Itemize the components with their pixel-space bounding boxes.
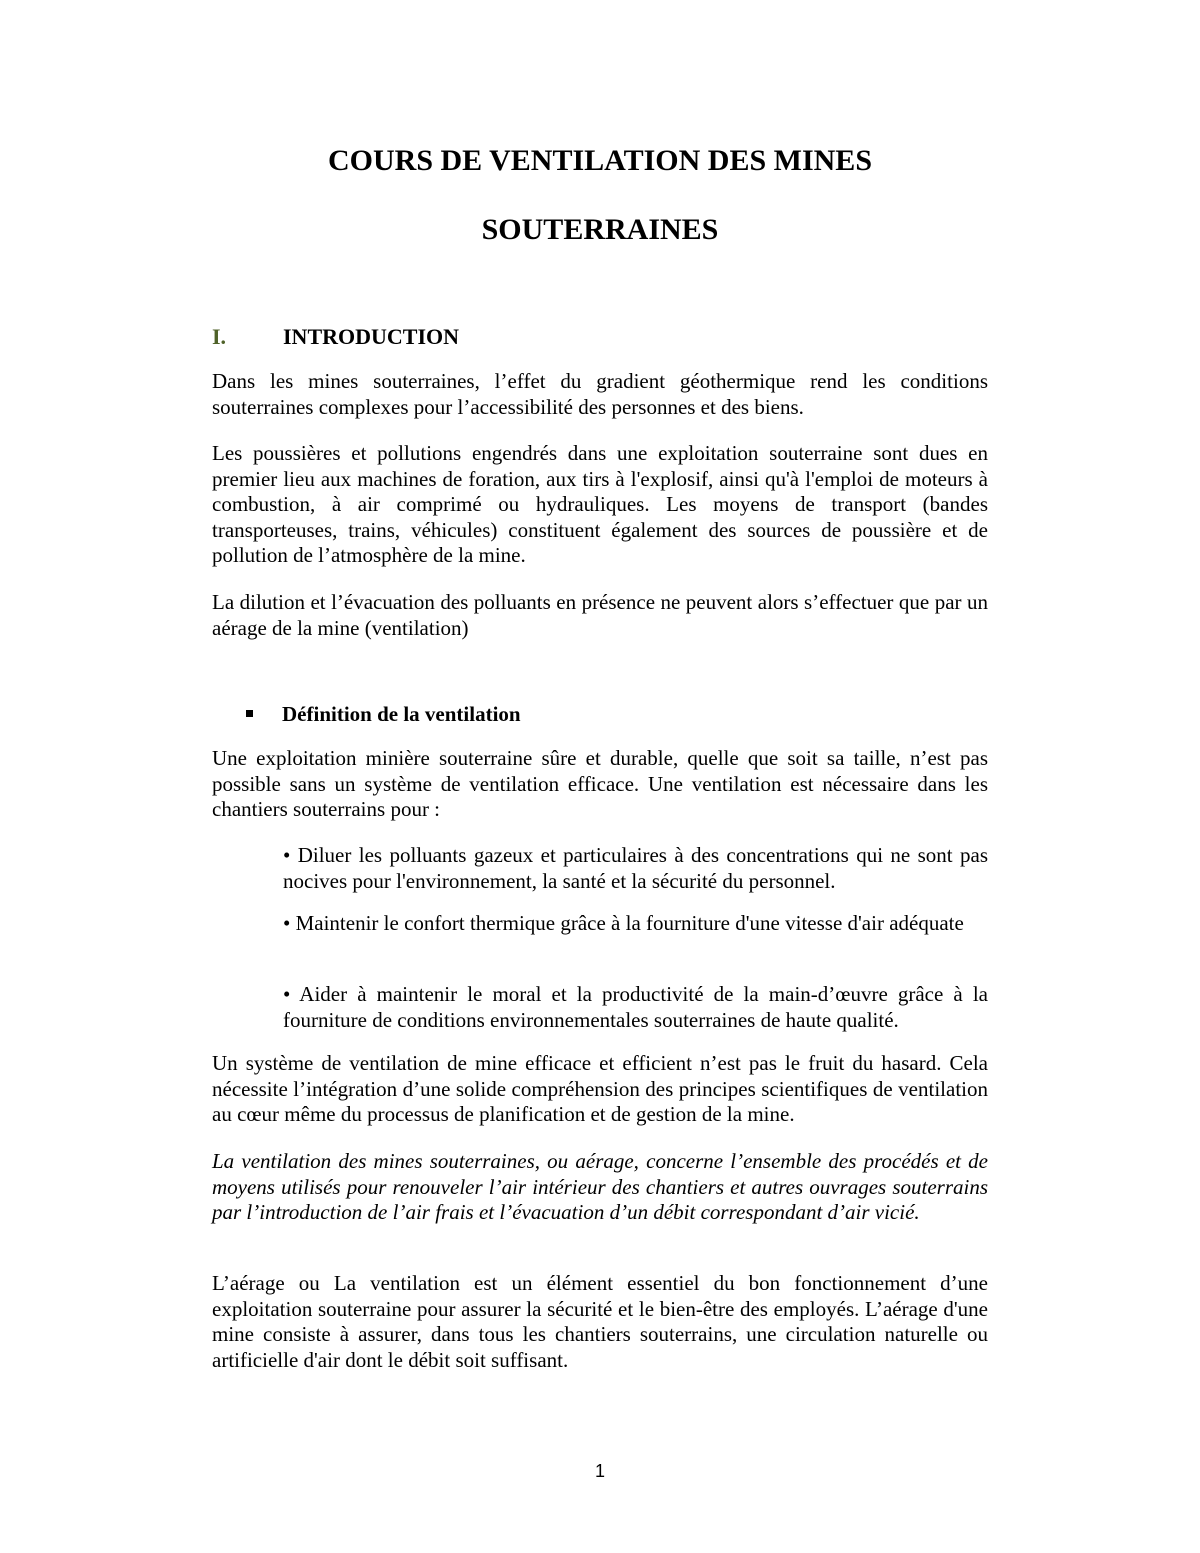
subheading-text: Définition de la ventilation	[282, 702, 521, 726]
paragraph-intro-3: La dilution et l’évacuation des polluants en présence ne peuvent alors s’effectuer que par un aérage de la mine (ventilation)	[212, 590, 988, 640]
section-number: I.	[212, 324, 227, 349]
list-item: • Diluer les polluants gazeux et particulaires à des concentrations qui ne sont pas nocives pour l'environnement, la santé et la sécurité du personnel.	[283, 843, 988, 893]
section-title: INTRODUCTION	[283, 324, 460, 349]
paragraph-definition: Une exploitation minière souterraine sûre et durable, quelle que soit sa taille, n’est pas possible sans un système de ventilation efficace. Une ventilation est nécessaire dans les chantiers souterrains pour :	[212, 746, 988, 821]
page-number: 1	[594, 1461, 605, 1481]
section-heading	[212, 323, 459, 351]
document-title-line-2: SOUTERRAINES	[481, 213, 719, 246]
document-title-line-1: COURS DE VENTILATION DES MINES	[327, 144, 872, 177]
subheading-definition	[246, 700, 521, 728]
list-item: • Maintenir le confort thermique grâce à la fourniture d'une vitesse d'air adéquate	[283, 911, 964, 935]
list-item: • Aider à maintenir le moral et la productivité de la main-d’œuvre grâce à la fourniture de conditions environnementales souterraines de haute qualité.	[283, 982, 988, 1032]
square-bullet-icon	[246, 710, 253, 717]
paragraph-definition-italic: La ventilation des mines souterraines, ou aérage, concerne l’ensemble des procédés et de moyens utilisés pour renouveler l’air intérieur des chantiers et autres ouvrages souterrains par l’introduction de l’air frais et l’évacuation d’un débit correspondant d’air vicié.	[212, 1149, 988, 1224]
paragraph-intro-1: Dans les mines souterraines, l’effet du gradient géothermique rend les conditions souterraines complexes pour l’accessibilité des personnes et des biens.	[212, 369, 988, 419]
paragraph-system: Un système de ventilation de mine efficace et efficient n’est pas le fruit du hasard. Cela nécessite l’intégration d’une solide compréhension des principes scientifiques de ventilation au cœur même du processus de planification et de gestion de la mine.	[212, 1051, 988, 1126]
paragraph-intro-2: Les poussières et pollutions engendrés dans une exploitation souterraine sont dues en premier lieu aux machines de foration, aux tirs à l'explosif, ainsi qu'à l'emploi de moteurs à combustion, à air comprimé ou hydrauliques. Les moyens de transport (bandes transporteuses, trains, véhicules) constituent également des sources de poussière et de pollution de l’atmosphère de la mine.	[212, 441, 988, 567]
paragraph-aerage: L’aérage ou La ventilation est un élément essentiel du bon fonctionnement d’une exploitation souterraine pour assurer la sécurité et le bien-être des employés. L’aérage d'une mine consiste à assurer, dans tous les chantiers souterrains, une circulation naturelle ou artificielle d'air dont le débit soit suffisant.	[212, 1271, 988, 1372]
